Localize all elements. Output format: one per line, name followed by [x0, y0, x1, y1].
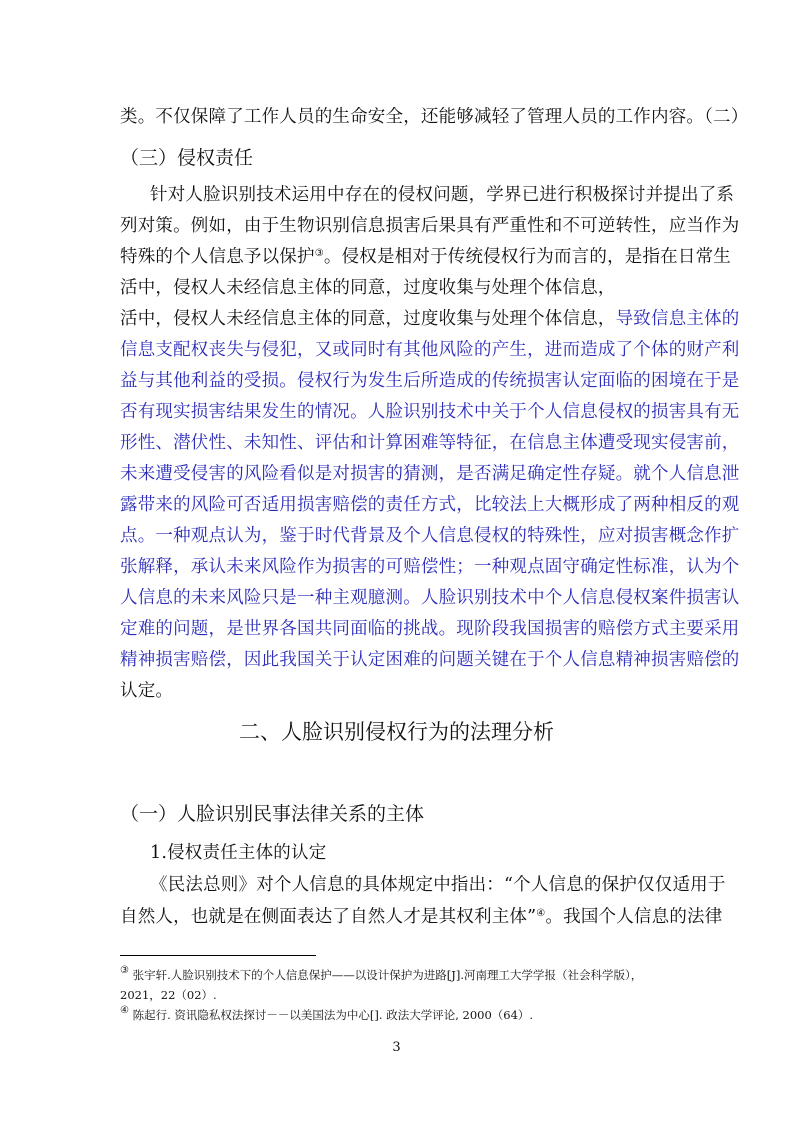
section-heading-1: （一）人脸识别民事法律关系的主体	[120, 803, 425, 825]
body-line: 点。一种观点认为，鉴于时代背景及个人信息侵权的特殊性，应对损害概念作扩	[120, 526, 740, 546]
body-line: 《民法总则》对个人信息的具体规定中指出：“个人信息的保护仅仅适用于	[150, 875, 726, 895]
footnote-mark: ③	[120, 965, 129, 976]
body-line: 列对策。例如，由于生物识别信息损害后果具有严重性和不可逆转性，应当作为	[120, 216, 740, 236]
body-line: 益与其他利益的受损。侵权行为发生后所造成的传统损害认定面临的困境在于是	[120, 371, 740, 391]
body-line: 活中，侵权人未经信息主体的同意，过度收集与处理个体信息，	[120, 278, 616, 298]
body-text: 特殊的个人信息予以保护	[120, 247, 315, 267]
body-text: 自然人，也就是在侧面表达了自然人才是其权利主体”	[120, 907, 537, 927]
body-text: 。侵权是相对于传统侵权行为而言的，是指在日常生	[323, 247, 731, 267]
body-line: 人信息的未来风险只是一种主观臆测。人脸识别技术中个人信息侵权案件损害认	[120, 588, 740, 608]
body-line: 针对人脸识别技术运用中存在的侵权问题，学界已进行积极探讨并提出了系	[150, 185, 735, 205]
body-line: 定难的问题，是世界各国共同面临的挑战。现阶段我国损害的赔偿方式主要采用	[120, 619, 740, 639]
body-line: 认定。	[120, 681, 174, 701]
body-line	[120, 308, 740, 330]
footnote-ref[interactable]: ③	[314, 248, 324, 259]
chapter-heading: 二、人脸识别侵权行为的法理分析	[239, 720, 554, 744]
footnote-text: 陈起行. 资讯隐私权法探讨－－以美国法为中心[]. 政法大学评论, 2000（64）.	[132, 1008, 534, 1022]
footnote-mark: ④	[120, 1005, 129, 1016]
body-line: 精神损害赔偿，因此我国关于认定困难的问题关键在于个人信息精神损害赔偿的	[120, 650, 740, 670]
body-line: 信息支配权丧失与侵犯，又或同时有其他风险的产生，进而造成了个体的财产利	[120, 340, 740, 360]
body-text: 活中，侵权人未经信息主体的同意，过度收集与处理个体信息，	[120, 309, 616, 329]
section-heading-3: （三）侵权责任	[120, 147, 254, 169]
subsection-heading: 1.侵权责任主体的认定	[150, 843, 327, 863]
footnote-text: 张宇轩.人脸识别技术下的个人信息保护——以设计保护为进路[J].河南理工大学学报（社会科学版），	[132, 968, 643, 982]
body-line: 张解释，承认未来风险作为损害的可赔偿性；一种观点固守确定性标准，认为个	[120, 557, 740, 577]
footnote	[120, 967, 680, 983]
page-number: 3	[392, 1040, 401, 1055]
footnote-rule	[120, 955, 316, 956]
body-text: 。我国个人信息的法律	[545, 907, 723, 927]
body-line: 类。不仅保障了工作人员的生命安全，还能够减轻了管理人员的工作内容。（二）	[120, 107, 749, 127]
highlighted-text: 导致信息主体的	[615, 309, 740, 329]
body-line	[120, 246, 731, 268]
body-line	[120, 906, 723, 928]
body-line: 未来遭受侵害的风险看似是对损害的猜测，是否满足确定性存疑。就个人信息泄	[120, 464, 740, 484]
footnote	[120, 1007, 680, 1023]
footnote-ref[interactable]: ④	[536, 908, 546, 919]
body-line: 露带来的风险可否适用损害赔偿的责任方式，比较法上大概形成了两种相反的观	[120, 495, 740, 515]
body-line: 否有现实损害结果发生的情况。人脸识别技术中关于个人信息侵权的损害具有无	[120, 402, 740, 422]
footnote-continuation: 2021，22（02）.	[120, 988, 217, 1002]
body-line: 形性、潜伏性、未知性、评估和计算困难等特征，在信息主体遭受现实侵害前，	[120, 433, 740, 453]
